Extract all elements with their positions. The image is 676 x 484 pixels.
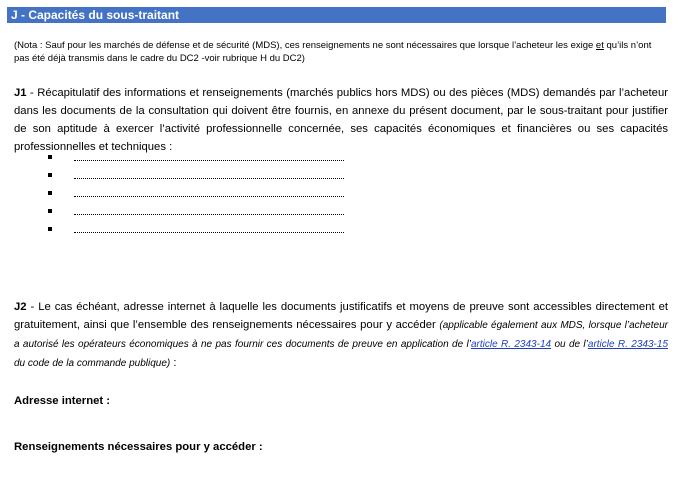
bullet-icon <box>48 227 52 231</box>
bullet-icon <box>48 209 52 213</box>
article-r2343-15-link[interactable]: article R. 2343-15 <box>587 339 669 350</box>
bullet-icon <box>48 173 52 177</box>
dotted-fill-line[interactable] <box>74 160 344 161</box>
section-title: J - Capacités du sous-traitant <box>11 8 180 22</box>
bullet-icon <box>48 155 52 159</box>
section-header <box>7 7 666 23</box>
article-r2343-14-link[interactable]: article R. 2343-14 <box>470 339 552 350</box>
dotted-fill-line[interactable] <box>74 214 344 215</box>
bullet-icon <box>48 191 52 195</box>
dotted-fill-line[interactable] <box>74 196 344 197</box>
j2-label: J2 <box>14 301 27 313</box>
j2-paragraph: J2 - Le cas échéant, adresse internet à laquelle les documents justificatifs et moyens de preuve sont accessibles directement et gratuitement, ainsi que l’ensemble des renseignements nécessaires pour y accéder (applicable également aux MDS, lorsque l’acheteur a autorisé les opérateurs économiques à ne pas fournir ces documents de preuve en application de l’article R. 2343-14 ou de l’article R. 2343-15 du code de la commande publique) : <box>14 301 669 369</box>
j1-label: J1 <box>14 87 27 99</box>
access-info-label: Renseignements nécessaires pour y accéder : <box>14 441 263 453</box>
nota-underlined: et <box>595 40 604 51</box>
dotted-fill-line[interactable] <box>74 178 344 179</box>
internet-address-label: Adresse internet : <box>14 395 111 407</box>
dotted-fill-line[interactable] <box>74 232 344 233</box>
j1-paragraph: J1 - Récapitulatif des informations et renseignements (marchés publics hors MDS) ou des pièces (MDS) demandés par l’acheteur dans les documents de la consultation qui doivent être fournis, en annexe du présent document, par le sous-traitant pour justifier de son aptitude à exercer l’activité professionnelle concernée, ses capacités économiques et financières ou ses capacités professionnelles et techniques : <box>14 87 668 153</box>
nota-text: (Nota : Sauf pour les marchés de défense et de sécurité (MDS), ces renseignements ne sont nécessaires que lorsque l’acheteur les exige et qu’ils n’ont pas été déjà transmis dans le cadre du DC2 -voir rubrique H du DC2) <box>14 40 652 64</box>
